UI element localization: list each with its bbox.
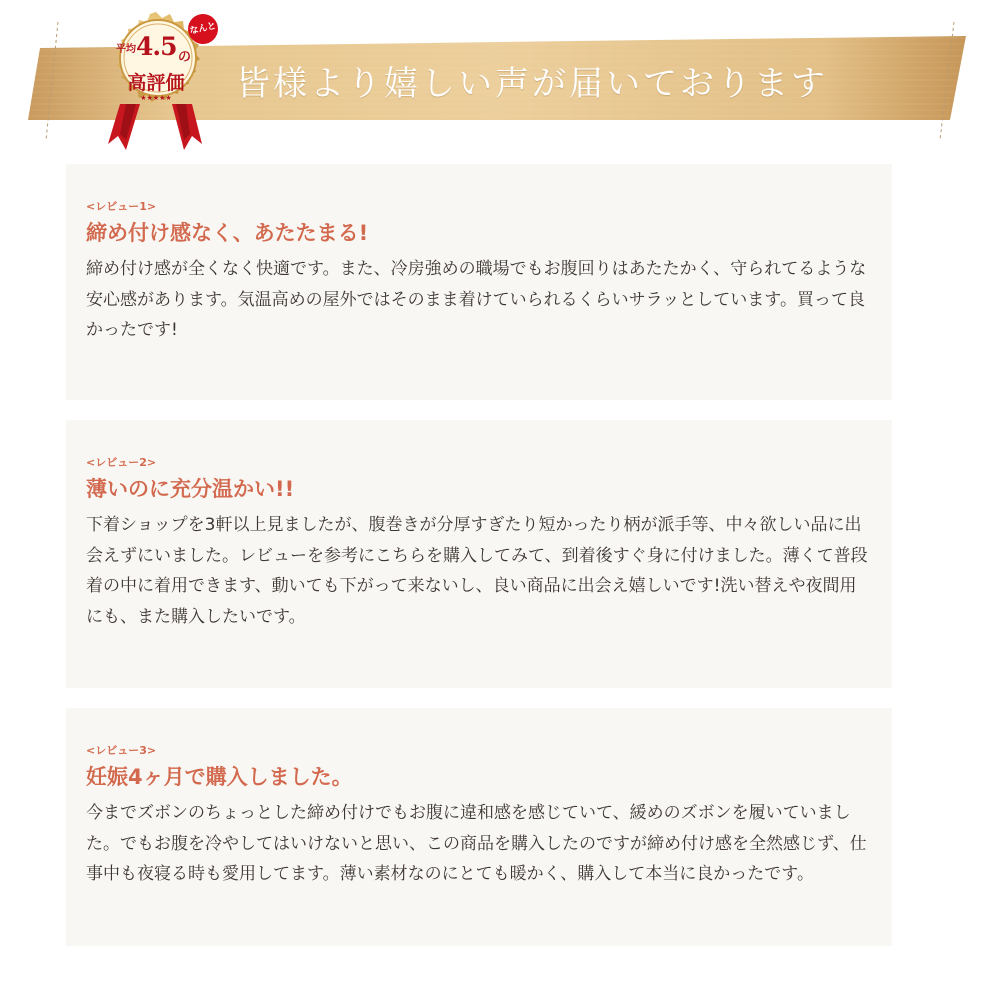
review-number: <レビュー2> [86,456,157,469]
review-title: 薄いのに充分温かい!! [86,477,295,501]
banner-title: 皆様より嬉しい声が届いております [236,64,828,104]
badge-tag: なんと [185,11,221,47]
review-body: 下着ショップを3軒以上見ましたが、腹巻きが分厚すぎたり短かったり柄が派手等、中々欲しい品に出会えずにいました。レビューを参考にこちらを購入してみて、到着後すぐ身に付けました。薄くて普段着の中に着用できます、動いても下がって来ないし、良い商品に出会え嬉しいです!洗い替えや夜間用にも、また購入したいです。 [86,515,868,627]
review-number: <レビュー3> [86,744,157,757]
review-title: 妊娠4ヶ月で購入しました。 [86,765,353,789]
review-body: 今までズボンのちょっとした締め付けでもお腹に違和感を感じていて、緩めのズボンを履いていました。でもお腹を冷やしてはいけないと思い、この商品を購入したのですが締め付け感を全然感じず、仕事中も夜寝る時も愛用してます。薄い素材なのにとても暖かく、購入して本当に良かったです。 [86,803,867,884]
badge-label-average: 平均 [116,44,136,55]
review-card-1 [66,164,892,400]
review-title: 締め付け感なく、あたたまる! [86,221,369,245]
review-card-3 [66,708,892,946]
badge-suffix: の [178,50,192,65]
badge-score: 4.5 [136,32,177,61]
review-body: 締め付け感が全くなく快適です。また、冷房強めの職場でもお腹回りはあたたかく、守られてるような安心感があります。気温高めの屋外ではそのまま着けていられるくらいサラッとしています。買って良かったです! [86,259,867,340]
badge-main-label: 高評価 [127,72,185,94]
review-card-2 [66,420,892,688]
badge-stars: ★★★★★ [140,94,172,102]
award-badge [90,4,220,154]
review-number: <レビュー1> [86,200,157,213]
